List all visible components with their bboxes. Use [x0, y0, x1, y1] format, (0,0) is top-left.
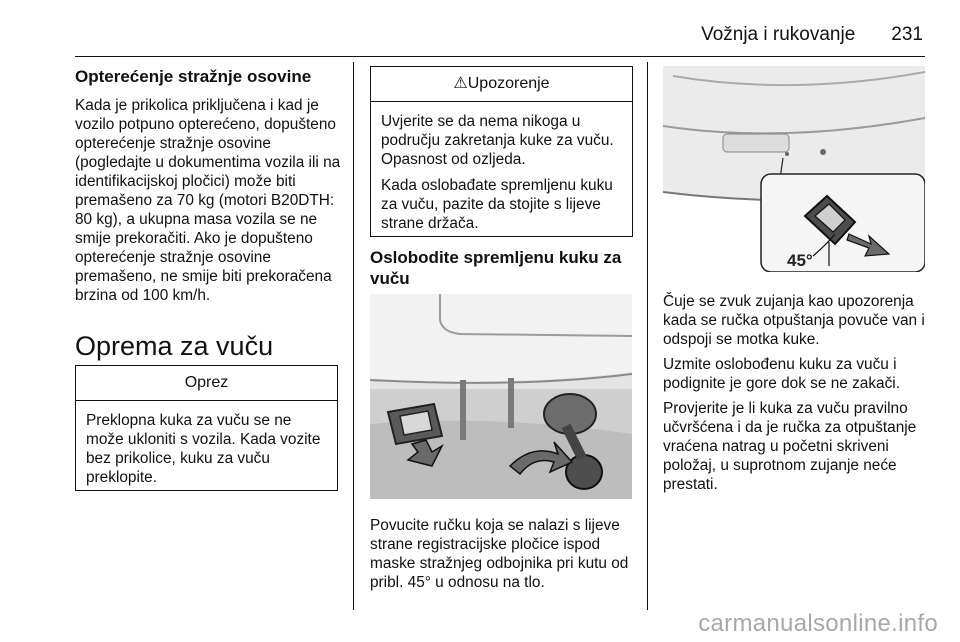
car-rear-drawing: [663, 66, 925, 272]
watermark: carmanualsonline.info: [698, 610, 938, 637]
col3-text: [663, 292, 927, 494]
page-header: [701, 24, 923, 46]
release-hook-heading: Oslobodite spremljenu kuku za vuču: [370, 248, 622, 288]
column-divider-2: [647, 62, 648, 610]
section-title: Vožnja i rukovanje: [701, 24, 856, 45]
warning-box: [370, 66, 633, 237]
col3-paragraph-1: Čuje se zvuk zujanja kao upozorenja kada se ručka otpuštanja povuče van i odspoji se motka kuke.: [663, 293, 925, 348]
warning-text-2: Kada oslobađate spremljenu kuku za vuču, pazite da stojite s lijeve strane držača.: [381, 177, 613, 232]
axle-load-heading: Opterećenje stražnje osovine: [75, 67, 312, 86]
warning-icon: ⚠: [453, 75, 468, 92]
axle-load-paragraph: Kada je prikolica priključena i kad je vozilo potpuno opterećeno, dopušteno opterećenje stražnje osovine (pogledajte u dokumentima vozila ili na identifikacijskoj pločici) može biti premašeno za 70 kg (motori B20DTH: 80 kg), a ukupna masa vozila se ne smije prekoračiti. Ako je dopušteno opterećenje stražnje osovine premašeno, ne smije biti prekoračena brzina od 100 km/h.: [75, 97, 341, 304]
caution-text: Preklopna kuka za vuču se ne može ukloniti s vozila. Kada vozite bez prikolice, kuku za vuču preklopite.: [86, 412, 321, 486]
release-hook-paragraph: Povucite ručku koja se nalazi s lijeve strane registracijske pločice ispod maske stražnjeg odbojnika pri kutu od pribl. 45° u odnosu na tlo.: [370, 517, 629, 591]
caution-box: [75, 365, 338, 491]
warning-header: [371, 67, 632, 102]
caution-title: Oprez: [76, 366, 337, 401]
release-handle-illustration: [370, 294, 632, 499]
col3-paragraph-3: Provjerite je li kuka za vuču pravilno učvršćena i da je ručka za otpuštanje vraćena natrag u početni skriveni položaj, u suprotnom zujanje neće prestati.: [663, 400, 917, 493]
towing-equipment-title: Oprema za vuču: [75, 331, 274, 361]
warning-text-1: Uvjerite se da nema nikoga u području zakretanja kuke za vuču. Opasnost od ozljeda.: [381, 113, 614, 168]
warning-title: Upozorenje: [467, 75, 550, 92]
header-rule: [75, 56, 925, 57]
col3-paragraph-2: Uzmite oslobođenu kuku za vuču i podignite je gore dok se ne zakači.: [663, 356, 900, 392]
release-handle-drawing: [370, 294, 632, 499]
column-divider-1: [353, 62, 354, 610]
hook-release-illustration: [663, 66, 925, 272]
page-number: 231: [891, 24, 923, 45]
angle-label: 45°: [787, 251, 813, 270]
